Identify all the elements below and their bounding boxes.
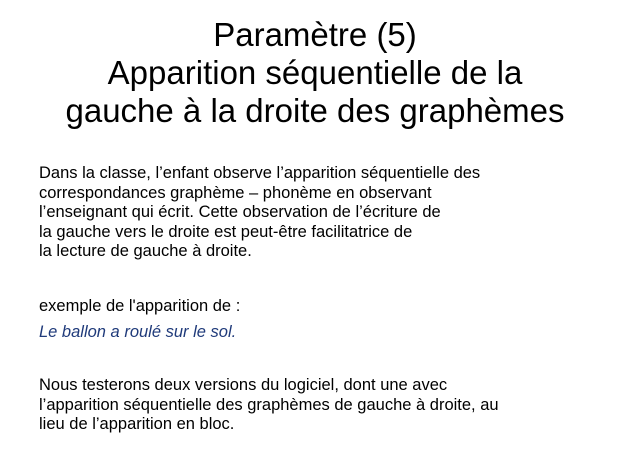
title-line-1: Paramètre (5) (213, 16, 417, 53)
intro-line-2: correspondances graphème – phonème en observant (39, 183, 432, 202)
conclusion-line-1: Nous testerons deux versions du logiciel, dont une avec (39, 376, 448, 394)
conclusion-line-2: l’apparition séquentielle des graphèmes de gauche à droite, au (39, 395, 499, 414)
intro-line-3: l’enseignant qui écrit. Cette observation de l’écriture de (39, 203, 441, 221)
example-intro: exemple de l'apparition de : (39, 297, 241, 315)
slide-title (0, 16, 630, 130)
example-sentence: Le ballon a roulé sur le sol. (39, 323, 237, 341)
conclusion-paragraph (39, 376, 499, 435)
intro-line-1: Dans la classe, l’enfant observe l’apparition séquentielle des (39, 164, 481, 182)
intro-line-5: la lecture de gauche à droite. (39, 242, 252, 260)
intro-paragraph (39, 164, 480, 262)
title-line-3: gauche à la droite des graphèmes (65, 92, 565, 129)
intro-line-4: la gauche vers le droite est peut-être facilitatrice de (39, 222, 413, 241)
title-line-2: Apparition séquentielle de la (107, 54, 523, 91)
conclusion-line-3: lieu de l’apparition en bloc. (39, 415, 235, 433)
